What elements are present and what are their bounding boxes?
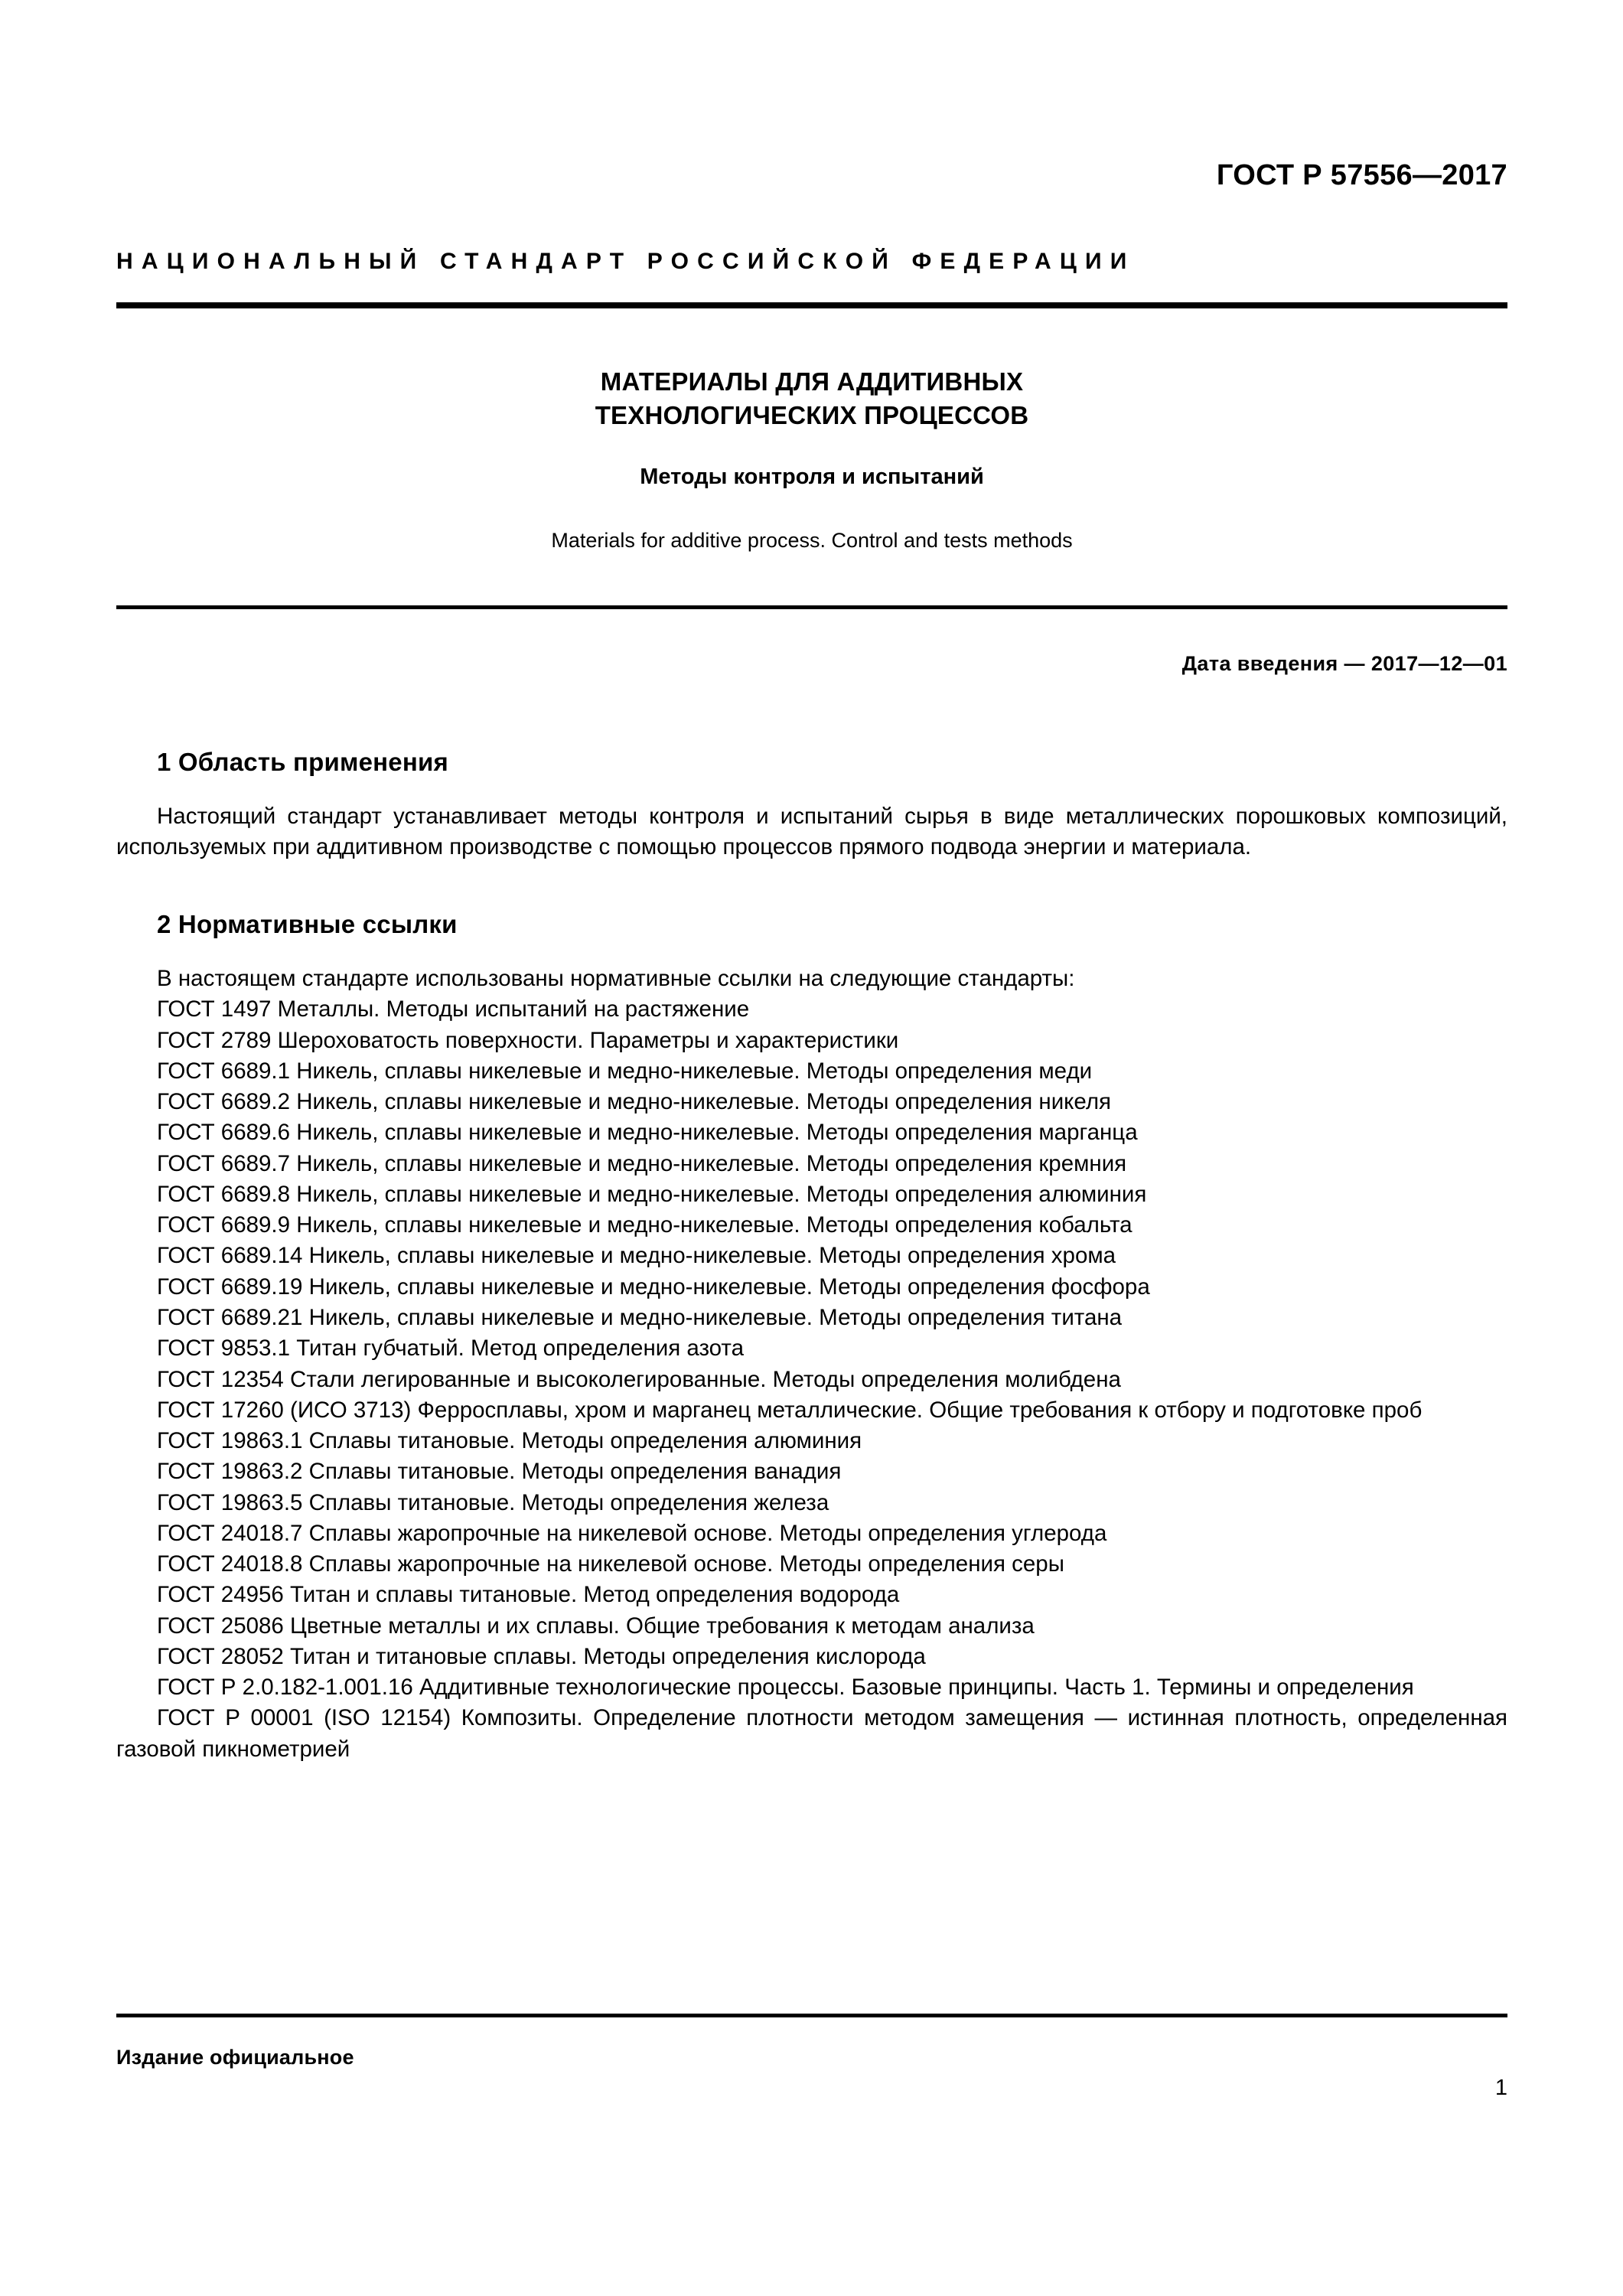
list-item: ГОСТ 28052 Титан и титановые сплавы. Методы определения кислорода (157, 1643, 926, 1669)
list-item: ГОСТ 6689.1 Никель, сплавы никелевые и медно-никелевые. Методы определения меди (157, 1058, 1093, 1084)
title-rule-wrap (116, 605, 1507, 609)
list-item: ГОСТ 1497 Металлы. Методы испытаний на растяжение (157, 996, 750, 1022)
list-item: ГОСТ 9853.1 Титан губчатый. Метод определения азота (157, 1336, 745, 1362)
list-item: ГОСТ 6689.8 Никель, сплавы никелевые и медно-никелевые. Методы определения алюминия (157, 1181, 1147, 1207)
references-intro: В настоящем стандарте использованы нормативные ссылки на следующие стандарты: (157, 966, 1075, 992)
document-title (116, 365, 1507, 432)
scope-paragraph: Настоящий стандарт устанавливает методы контроля и испытаний сырья в виде металлических порошковых композиций, используемых при аддитивном производстве с помощью процессов прямого подвода энергии и материала. (116, 803, 1507, 859)
list-item: ГОСТ 25086 Цветные металлы и их сплавы. Общие требования к методам анализа (157, 1613, 1035, 1639)
header-rule-thick (116, 302, 1507, 308)
list-item: ГОСТ 6689.9 Никель, сплавы никелевые и медно-никелевые. Методы определения кобальта (157, 1212, 1133, 1238)
list-item: ГОСТ 17260 (ИСО 3713) Ферросплавы, хром и марганец металлические. Общие требования к отбору и подготовке проб (157, 1397, 1423, 1423)
effective-date: Дата введения — 2017—12—01 (1181, 651, 1507, 675)
list-item: ГОСТ 12354 Стали легированные и высоколегированные. Методы определения молибдена (157, 1366, 1121, 1392)
list-item: ГОСТ 6689.7 Никель, сплавы никелевые и медно-никелевые. Методы определения кремния (157, 1150, 1127, 1176)
references-list (116, 994, 1507, 1765)
page-number: 1 (1494, 2076, 1507, 2100)
list-item: ГОСТ 6689.19 Никель, сплавы никелевые и медно-никелевые. Методы определения фосфора (157, 1274, 1150, 1300)
section-heading-scope: 1 Область применения (157, 747, 448, 776)
list-item: ГОСТ 6689.6 Никель, сплавы никелевые и медно-никелевые. Методы определения марганца (157, 1120, 1138, 1146)
list-item: ГОСТ 19863.2 Сплавы титановые. Методы определения ванадия (157, 1459, 842, 1485)
document-title-line1: МАТЕРИАЛЫ ДЛЯ АДДИТИВНЫХ (600, 367, 1024, 396)
list-item: ГОСТ 19863.1 Сплавы титановые. Методы определения алюминия (157, 1428, 862, 1454)
title-block (116, 365, 1507, 555)
page-content (116, 0, 1507, 2296)
official-edition-note: Издание официальное (116, 2046, 354, 2069)
list-item: ГОСТ 24018.8 Сплавы жаропрочные на никелевой основе. Методы определения серы (157, 1551, 1064, 1577)
list-item: ГОСТ 19863.5 Сплавы титановые. Методы определения железа (157, 1489, 829, 1515)
document-title-english: Materials for additive process. Control and tests methods (551, 529, 1073, 553)
document-title-line2: ТЕХНОЛОГИЧЕСКИХ ПРОЦЕССОВ (595, 400, 1029, 429)
list-item: ГОСТ 24018.7 Сплавы жаропрочные на никелевой основе. Методы определения углерода (157, 1520, 1107, 1546)
document-number: ГОСТ Р 57556—2017 (1216, 159, 1507, 191)
national-standard-banner: НАЦИОНАЛЬНЫЙ СТАНДАРТ РОССИЙСКОЙ ФЕДЕРАЦИИ (116, 249, 1136, 274)
list-item: ГОСТ Р 00001 (ISO 12154) Композиты. Определение плотности методом замещения — истинная плотность, определенная газовой пикнометрией (116, 1705, 1507, 1762)
list-item: ГОСТ 6689.14 Никель, сплавы никелевые и медно-никелевые. Методы определения хрома (157, 1243, 1116, 1269)
list-item: ГОСТ 24956 Титан и сплавы титановые. Метод определения водорода (157, 1582, 900, 1608)
list-item: ГОСТ 6689.21 Никель, сплавы никелевые и медно-никелевые. Методы определения титана (157, 1304, 1123, 1330)
title-rule-thin (116, 605, 1507, 609)
footer-rule (116, 2014, 1507, 2017)
section-heading-references: 2 Нормативные ссылки (157, 910, 458, 939)
list-item: ГОСТ 2789 Шероховатость поверхности. Параметры и характеристики (157, 1027, 899, 1053)
document-subtitle: Методы контроля и испытаний (640, 464, 984, 489)
list-item: ГОСТ 6689.2 Никель, сплавы никелевые и медно-никелевые. Методы определения никеля (157, 1089, 1112, 1115)
list-item: ГОСТ Р 2.0.182-1.001.16 Аддитивные технологические процессы. Базовые принципы. Часть 1. Термины и определения (157, 1675, 1414, 1701)
